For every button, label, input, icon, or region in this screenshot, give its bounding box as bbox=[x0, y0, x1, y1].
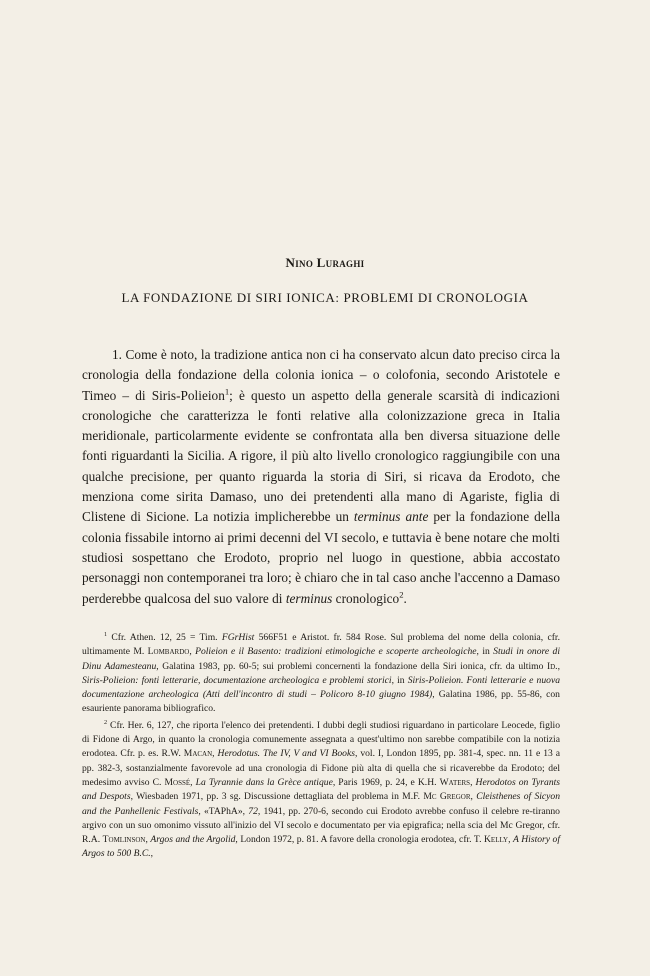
fn-text: 566F51 e Aristot. fr. 584 Rose. Sul problema del nome della colonia, cfr. ultimamente M. bbox=[82, 632, 560, 658]
fn-italic: Argos and the Argolid bbox=[150, 834, 236, 846]
latin-term: terminus ante bbox=[353, 509, 429, 525]
fn-italic: 72 bbox=[248, 805, 258, 817]
latin-term: terminus bbox=[285, 590, 333, 606]
fn-text: Cfr. Athen. 12, 25 = Tim. bbox=[107, 632, 222, 643]
fn-text: , in bbox=[391, 674, 408, 686]
footnote-1 bbox=[82, 631, 560, 717]
footnotes bbox=[82, 631, 560, 864]
body-text-segment: ; è questo un aspetto della generale scarsità di indicazioni cronologiche che caratterizza le fonti relative alla colonizzazione greca in Italia meridionale, particolarmente evidente se confrontata alla ben diversa situazione delle fonti riguardanti la Sicilia. A rigore, il più alto livello cronologico raggiungibile con una qualche precisione, per quanto riguarda la storia di Siri, si ricava da Erodoto, che menziona come sirita Damaso, uno dei pretendenti alla mano di Agariste, figlia di Clistene di Sicione. La notizia implicherebbe un bbox=[82, 387, 560, 525]
fn-italic: Herodotos on Tyrants and Despots bbox=[82, 776, 561, 803]
footnote-number: 2 bbox=[104, 718, 108, 726]
fn-italic: Studi in onore di Dinu Adamesteanu bbox=[82, 646, 560, 672]
fn-text: , bbox=[189, 646, 196, 658]
fn-text: , bbox=[470, 776, 476, 788]
footnote-ref-2: 2 bbox=[399, 589, 404, 600]
fn-author: Lombardo bbox=[147, 646, 190, 658]
fn-italic: La Tyrannie dans la Grèce antique bbox=[195, 776, 333, 788]
fn-text: Cfr. Her. 6, 127, che riporta l'elenco dei pretendenti. I dubbi degli studiosi riguardano in particolare Leocede, figlio di Fidone di Argo, in quanto la cronologia comunemente assegnata a quest'ultimo non sarebbe compatibile con la notizia erodotea. Cfr. p. es. R.W. bbox=[82, 719, 560, 760]
fn-text: , bbox=[508, 834, 514, 846]
fn-text: , bbox=[190, 776, 196, 788]
fn-text: , vol. I, London 1895, pp. 381-4, spec. nn. 11 e 13 a pp. 382-3, sostanzialmente favorevole ad una cronologia di Fidone più alta di quella che si ricaverebbe da Erodoto; del medesimo avviso C. bbox=[82, 748, 561, 788]
fn-author: Mc Gregor bbox=[423, 791, 471, 803]
fn-text: , bbox=[557, 660, 560, 672]
body-paragraph bbox=[82, 345, 560, 609]
fn-author: Waters bbox=[439, 776, 471, 788]
fn-author: Macan bbox=[183, 748, 213, 760]
fn-author: Tomlinson bbox=[102, 834, 146, 846]
fn-text: , «TAPhA», bbox=[198, 805, 249, 817]
fn-text: , London 1972, p. 81. A favore della cronologia erodotea, cfr. T. bbox=[235, 834, 484, 846]
fn-text: , bbox=[150, 848, 154, 860]
fn-author: Mossé bbox=[164, 776, 191, 788]
fn-text: , in bbox=[476, 646, 494, 658]
footnote-2 bbox=[82, 719, 560, 862]
fn-text: , Paris 1969, p. 24, e K.H. bbox=[332, 776, 440, 788]
fn-text: , bbox=[470, 791, 477, 803]
fn-italic: Herodotus. The IV, V and VI Books bbox=[217, 748, 355, 760]
footnote-number: 1 bbox=[104, 630, 108, 638]
fn-text: , Galatina 1986, pp. 55-86, con esauriente panorama bibliografico. bbox=[82, 689, 560, 715]
fn-italic: Cleisthenes of Sicyon and the Panhellenic Festivals bbox=[82, 791, 561, 817]
fn-italic: A History of Argos to 500 B.C. bbox=[82, 834, 560, 860]
fn-text: , bbox=[212, 748, 218, 760]
fn-italic: Polieion e il Basento: tradizioni etimologiche e scoperte archeologiche bbox=[195, 646, 477, 658]
body-text-segment: cronologico bbox=[332, 590, 400, 606]
body-text-segment: . bbox=[403, 590, 407, 606]
footnote-ref-1: 1 bbox=[224, 386, 230, 397]
fn-italic: Siris-Polieion. Fonti letterarie e nuova documentazione archeologica (Atti dell'incontro di studi – Policoro 8-10 giugno 1984) bbox=[82, 674, 560, 701]
body-text-segment: 1. Come è noto, la tradizione antica non ci ha conservato alcun dato preciso circa la cronologia della fondazione della colonia ionica – o colofonia, secondo Aristotele e Timeo – di Siris-Polieion bbox=[82, 347, 560, 403]
body-text-segment: per la fondazione della colonia fissabile intorno ai primi decenni del VI secolo, e tuttavia è bene notare che molti studiosi sospettano che Erodoto, proprio nel luogo in questione, abbia accostato personaggi non contemporanei tra loro; è chiaro che in tal caso anche l'accenno a Damaso perderebbe qualcosa del suo valore di bbox=[82, 509, 560, 606]
fn-author: Kelly bbox=[483, 834, 509, 846]
fn-italic: Siris-Polieion: fonti letterarie, documentazione archeologica e problemi storici bbox=[82, 674, 392, 686]
fn-text: , Galatina 1983, pp. 60-5; sui problemi concernenti la fondazione della Siri ionica, cfr. da ultimo bbox=[156, 660, 547, 672]
fn-text: , Wiesbaden 1971, pp. 3 sg. Discussione dettagliata del problema in M.F. bbox=[130, 791, 424, 803]
author-name: Nino Luraghi bbox=[285, 255, 365, 270]
fn-author: Id. bbox=[546, 660, 558, 672]
article-title: LA FONDAZIONE DI SIRI IONICA: PROBLEMI DI CRONOLOGIA bbox=[121, 290, 529, 305]
fn-italic: FGrHist bbox=[221, 632, 255, 643]
fn-text: , bbox=[145, 834, 151, 846]
fn-text: , 1941, pp. 270-6, secondo cui Erodoto avrebbe confuso il celebre re-tiranno argivo con un suo omonimo vissuto all'inizio del VI secolo e documentato per via epigrafica; nella scia del Mc Gregor, cfr. R.A. bbox=[82, 805, 560, 846]
